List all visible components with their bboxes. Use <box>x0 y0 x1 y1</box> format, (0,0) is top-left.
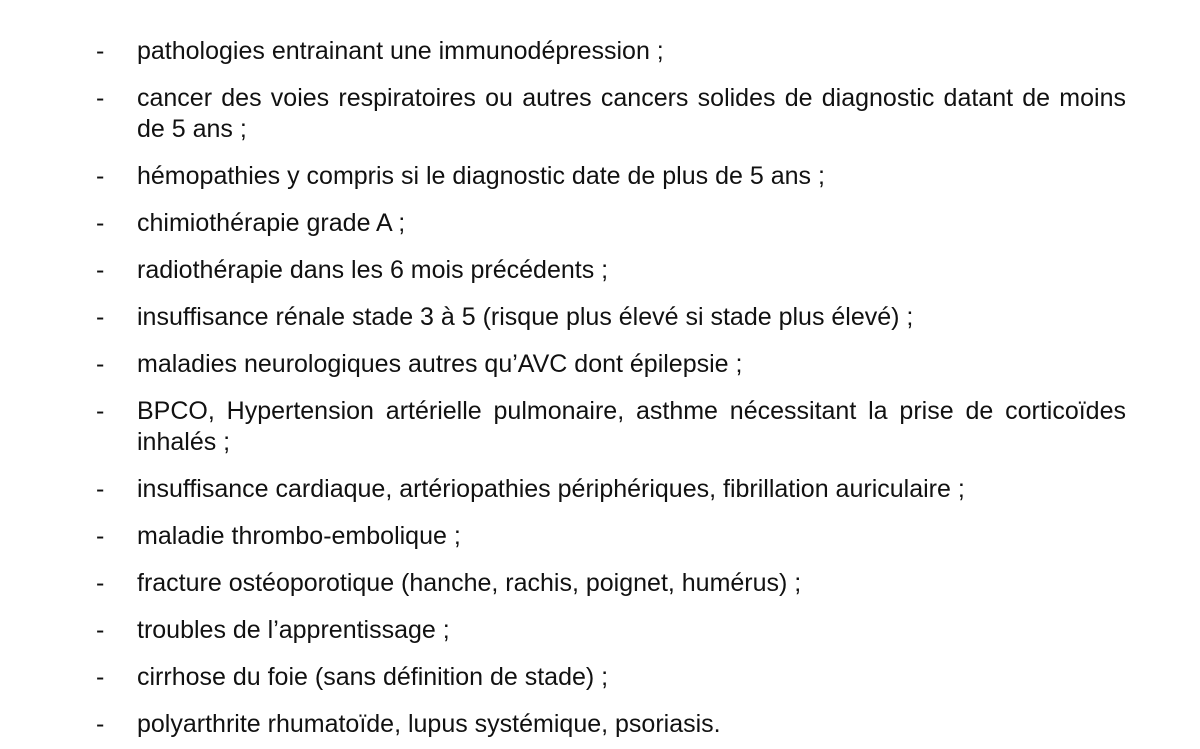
list-bullet: - <box>96 162 105 190</box>
list-bullet: - <box>96 616 105 644</box>
list-item <box>96 83 1126 145</box>
list-item <box>96 208 1126 239</box>
list-bullet: - <box>96 84 105 112</box>
list-item <box>96 36 1126 67</box>
list-item-text: chimiothérapie grade A ; <box>137 209 406 237</box>
list-item <box>96 396 1126 458</box>
list-item-text: polyarthrite rhumatoïde, lupus systémique, psoriasis. <box>137 710 721 738</box>
list-item-text: hémopathies y compris si le diagnostic date de plus de 5 ans ; <box>137 162 825 190</box>
list-bullet: - <box>96 522 105 550</box>
list-bullet: - <box>96 209 105 237</box>
list-item-text: BPCO, Hypertension artérielle pulmonaire, asthme nécessitant la prise de corticoïdes inhalés ; <box>137 397 1126 456</box>
list-bullet: - <box>96 303 105 331</box>
list-item-text: maladie thrombo-embolique ; <box>137 522 461 550</box>
list-item-text: fracture ostéoporotique (hanche, rachis, poignet, humérus) ; <box>137 569 802 597</box>
list-bullet: - <box>96 350 105 378</box>
list-item <box>96 349 1126 380</box>
pathology-list <box>96 36 1126 740</box>
list-item <box>96 161 1126 192</box>
list-bullet: - <box>96 663 105 691</box>
list-item-text: pathologies entrainant une immunodépression ; <box>137 37 664 65</box>
list-bullet: - <box>96 37 105 65</box>
list-bullet: - <box>96 569 105 597</box>
list-bullet: - <box>96 397 105 425</box>
list-item-text: insuffisance rénale stade 3 à 5 (risque plus élevé si stade plus élevé) ; <box>137 303 914 331</box>
list-bullet: - <box>96 475 105 503</box>
list-item-text: radiothérapie dans les 6 mois précédents ; <box>137 256 609 284</box>
list-item <box>96 302 1126 333</box>
list-item-text: maladies neurologiques autres qu’AVC dont épilepsie ; <box>137 350 743 378</box>
list-item-text: cancer des voies respiratoires ou autres cancers solides de diagnostic datant de moins de 5 ans ; <box>137 84 1126 143</box>
list-item <box>96 521 1126 552</box>
list-item <box>96 568 1126 599</box>
list-item <box>96 615 1126 646</box>
list-bullet: - <box>96 710 105 738</box>
list-item-text: troubles de l’apprentissage ; <box>137 616 450 644</box>
list-item <box>96 255 1126 286</box>
list-bullet: - <box>96 256 105 284</box>
list-item <box>96 474 1126 505</box>
list-item <box>96 662 1126 693</box>
list-item <box>96 709 1126 740</box>
list-item-text: cirrhose du foie (sans définition de stade) ; <box>137 663 609 691</box>
list-item-text: insuffisance cardiaque, artériopathies périphériques, fibrillation auriculaire ; <box>137 475 965 503</box>
